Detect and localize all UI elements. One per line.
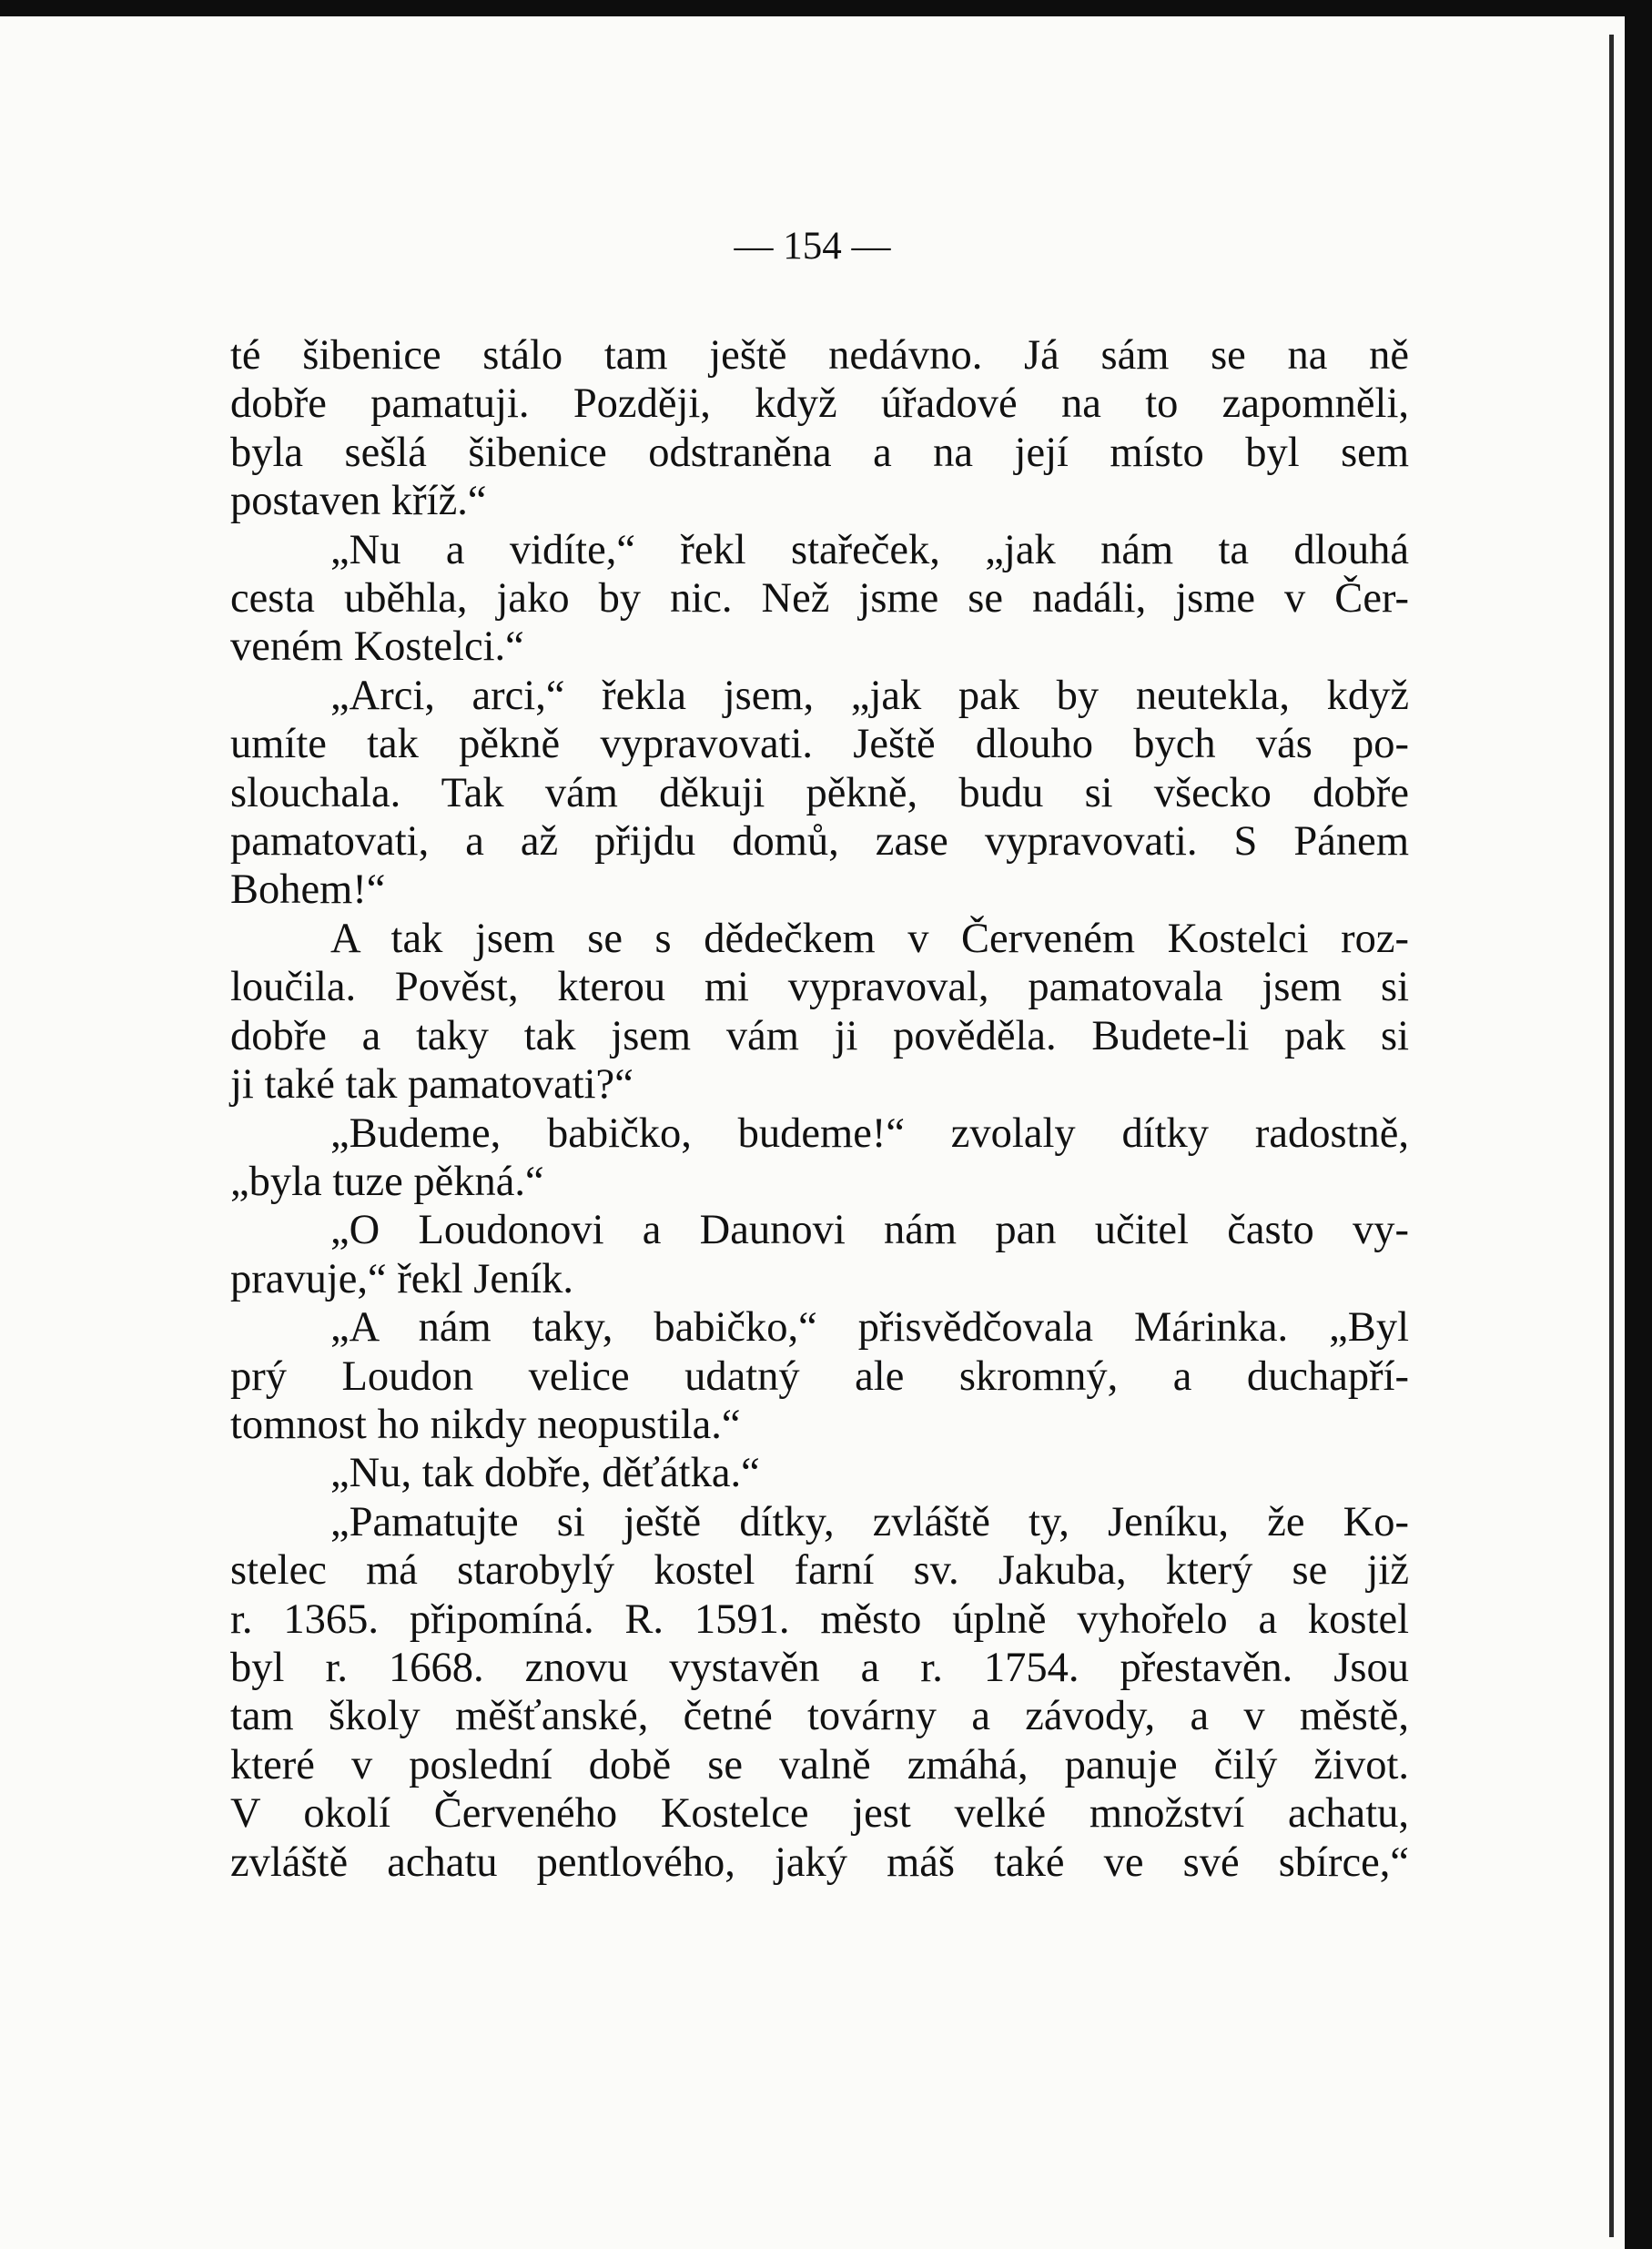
text-line: Bohem!“: [230, 866, 386, 914]
text-line: prý Loudon velice udatný ale skromný, a duchapří-: [230, 1352, 1409, 1400]
text-line: té šibenice stálo tam ještě nedávno. Já sám se na ně: [230, 332, 1409, 379]
text-line: stelec má starobylý kostel farní sv. Jakuba, který se již: [230, 1547, 1409, 1595]
text-line: ji také tak pamatovati?“: [230, 1061, 633, 1109]
text-line: loučila. Pověst, kterou mi vypravoval, pamatovala jsem si: [230, 964, 1409, 1011]
page-edge-shadow: [1609, 35, 1614, 2237]
body-text: [230, 331, 1409, 1887]
book-page: [0, 16, 1625, 2249]
text-line: byl r. 1668. znovu vystavěn a r. 1754. přestavěn. Jsou: [230, 1644, 1409, 1691]
text-line: veném Kostelci.“: [230, 623, 524, 671]
text-line: dobře a taky tak jsem vám ji pověděla. Budete-li pak si: [230, 1012, 1409, 1059]
text-line: „Arci, arci,“ řekla jsem, „jak pak by neutekla, když: [330, 672, 1409, 719]
text-line: tomnost ho nikdy neopustila.“: [230, 1401, 741, 1448]
text-line: r. 1365. připomíná. R. 1591. město úplně vyhořelo a kostel: [230, 1596, 1409, 1643]
text-line: postaven kříž.“: [230, 478, 487, 525]
text-line: tam školy měšťanské, četné továrny a závody, a v městě,: [230, 1693, 1409, 1740]
text-line: A tak jsem se s dědečkem v Červeném Kostelci roz-: [330, 915, 1409, 962]
text-line: „A nám taky, babičko,“ přisvědčovala Márinka. „Byl: [330, 1304, 1409, 1352]
text-line: dobře pamatuji. Později, když úřadové na to zapomněli,: [230, 380, 1409, 428]
text-line: „Nu, tak dobře, děťátka.“: [330, 1450, 760, 1497]
text-line: pamatovati, a až přijdu domů, zase vypravovati. S Pánem: [230, 818, 1409, 866]
text-line: umíte tak pěkně vypravovati. Ještě dlouho bych vás po-: [230, 721, 1409, 768]
text-line: byla sešlá šibenice odstraněna a na její místo byl sem: [230, 429, 1409, 476]
text-line: „Nu a vidíte,“ řekl stařeček, „jak nám ta dlouhá: [330, 526, 1409, 573]
text-line: „Pamatujte si ještě dítky, zvláště ty, Jeníku, že Ko-: [330, 1498, 1409, 1545]
text-line: které v poslední době se valně zmáhá, panuje čilý život.: [230, 1741, 1409, 1788]
page-number: — 154 —: [734, 225, 891, 268]
text-line: zvláště achatu pentlového, jaký máš také ve své sbírce,“: [230, 1839, 1409, 1886]
text-line: „byla tuze pěkná.“: [230, 1158, 544, 1205]
text-line: V okolí Červeného Kostelce jest velké množství achatu,: [230, 1790, 1409, 1838]
text-line: cesta uběhla, jako by nic. Než jsme se nadáli, jsme v Čer-: [230, 575, 1409, 623]
text-line: slouchala. Tak vám děkuji pěkně, budu si všecko dobře: [230, 769, 1409, 816]
text-line: „Budeme, babičko, budeme!“ zvolaly dítky radostně,: [330, 1109, 1409, 1157]
text-line: pravuje,“ řekl Jeník.: [230, 1255, 574, 1302]
text-line: „O Loudonovi a Daunovi nám pan učitel často vy-: [330, 1207, 1409, 1254]
